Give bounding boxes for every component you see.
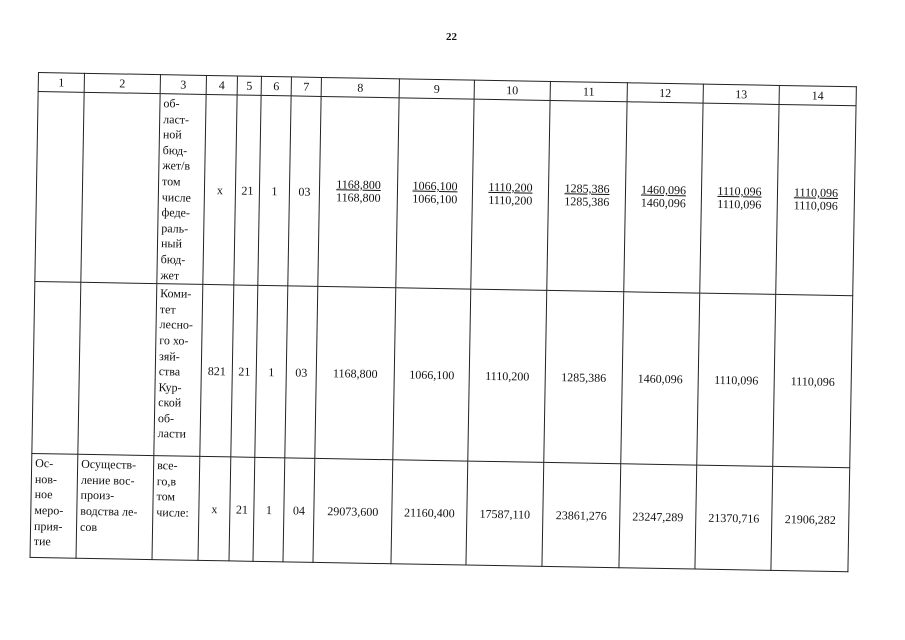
row-0-col4: x <box>203 94 237 285</box>
row-2-value: 21906,282 <box>771 467 850 572</box>
cell-text-line: ное <box>34 487 53 502</box>
cell-text-line: все- <box>157 458 178 473</box>
fraction-denominator: 1285,386 <box>564 194 610 210</box>
header-cell: 7 <box>291 77 321 97</box>
cell-text-line: бюд- <box>162 142 188 158</box>
row-0-col6: 1 <box>258 95 291 286</box>
cell-text-line: том <box>161 174 181 189</box>
page-number: 22 <box>446 31 457 43</box>
row-0-value-fraction <box>624 102 703 293</box>
cell-text-line: об- <box>163 96 180 111</box>
header-cell: 8 <box>321 77 399 97</box>
cell-text-line: об- <box>157 411 175 426</box>
row-1-value: 1460,096 <box>621 292 700 465</box>
row-2-value: 23247,289 <box>619 464 697 569</box>
row-0-value-fraction <box>700 103 779 294</box>
row-2-col4: x <box>198 457 231 562</box>
row-0-value-fraction <box>776 104 856 295</box>
cell-text-line: водства ле- <box>80 503 138 519</box>
row-2-value: 23861,276 <box>542 463 621 568</box>
budget-table <box>30 72 857 572</box>
header-cell: 12 <box>627 83 703 103</box>
cell-text-line: числе: <box>156 505 189 520</box>
cell-text-line: меро- <box>34 502 64 518</box>
cell-text-line: сов <box>79 519 98 534</box>
fraction-denominator: 1110,096 <box>793 198 838 214</box>
fraction-numerator: 1168,800 <box>336 177 381 193</box>
cell-text-line: том <box>156 489 176 504</box>
header-cell: 2 <box>84 73 160 93</box>
row-2-total-label <box>152 456 200 561</box>
header-cell: 6 <box>261 76 291 96</box>
cell-text-line: зяй- <box>158 348 180 364</box>
row-2-col6: 1 <box>253 457 285 562</box>
header-cell: 1 <box>38 73 84 93</box>
header-cell: 10 <box>474 80 550 100</box>
row-0-col1 <box>35 92 84 283</box>
row-2-activity-name <box>76 454 154 559</box>
header-cell: 9 <box>399 79 474 99</box>
fraction-numerator: 1066,100 <box>412 178 458 194</box>
cell-text-line: Кур- <box>158 379 182 395</box>
row-1-col7: 03 <box>285 286 318 458</box>
cell-text-line: ства <box>158 364 181 379</box>
row-2-value: 29073,600 <box>313 459 393 564</box>
cell-text-line: лесно- <box>159 317 194 333</box>
row-0-col5: 21 <box>234 95 261 286</box>
fraction-denominator: 1110,096 <box>717 196 762 212</box>
cell-text-line: жет/в <box>162 158 191 174</box>
header-cell: 14 <box>779 85 856 105</box>
row-1-value: 1285,386 <box>544 291 624 464</box>
row-2-main-activity <box>30 454 78 559</box>
cell-text-line: Осуществ- <box>81 456 137 472</box>
row-0-col7: 03 <box>288 96 321 287</box>
row-1-value: 1110,200 <box>468 289 547 462</box>
row-1-col6: 1 <box>255 285 288 457</box>
row-2-value: 21370,716 <box>695 465 773 570</box>
row-0-value-fraction <box>396 98 474 289</box>
cell-text-line: тие <box>33 534 51 549</box>
row-1-value: 1110,096 <box>773 295 853 468</box>
fraction-denominator: 1110,200 <box>488 192 533 208</box>
cell-text-line: го,в <box>156 473 177 489</box>
header-cell: 11 <box>550 81 627 101</box>
row-1-col1 <box>32 282 81 455</box>
row-2-col7: 04 <box>283 458 315 563</box>
row-0-value-fraction <box>471 99 550 290</box>
fraction-numerator: 1460,096 <box>640 182 687 198</box>
header-cell: 13 <box>703 84 779 104</box>
row-1-col4: 821 <box>200 285 234 458</box>
cell-text-line: жет <box>160 267 180 283</box>
cell-text-line: феде- <box>161 205 191 220</box>
row-2-value: 21160,400 <box>391 460 468 565</box>
row-1-executor <box>154 284 203 457</box>
header-cell: 3 <box>160 75 206 95</box>
cell-text-line: бюд- <box>160 252 186 267</box>
header-cell: 5 <box>237 76 261 95</box>
row-1-value: 1066,100 <box>393 288 471 461</box>
fraction-numerator: 1285,386 <box>564 181 610 197</box>
row-1-value: 1110,096 <box>697 293 776 466</box>
row-2-col5: 21 <box>229 457 255 561</box>
cell-text-line: го хо- <box>159 333 189 348</box>
cell-text-line: произ- <box>80 488 115 503</box>
cell-text-line: ный <box>160 236 183 251</box>
table-row <box>30 454 850 572</box>
cell-text-line: нов- <box>34 471 58 487</box>
cell-text-line: прия- <box>33 518 63 533</box>
fraction-denominator: 1066,100 <box>412 191 458 207</box>
cell-text-line: раль- <box>161 220 189 236</box>
row-0-col2 <box>81 92 160 283</box>
row-0-funding-source <box>157 94 206 285</box>
cell-text-line: ской <box>158 395 182 410</box>
row-0-value-fraction <box>547 100 627 291</box>
fraction-numerator: 1110,096 <box>717 183 762 199</box>
cell-text-line: ной <box>162 127 182 142</box>
table-row <box>35 92 856 296</box>
fraction-denominator: 1168,800 <box>335 190 381 206</box>
row-2-value: 17587,110 <box>466 461 544 566</box>
fraction-denominator: 1460,096 <box>640 195 686 211</box>
row-0-value-fraction <box>318 96 399 287</box>
budget-table-wrapper <box>30 72 856 572</box>
cell-text-line: ление вос- <box>80 472 135 488</box>
row-1-col2 <box>78 282 157 455</box>
row-1-col5: 21 <box>231 285 258 457</box>
row-1-value: 1168,800 <box>315 287 396 460</box>
cell-text-line: ласт- <box>163 111 190 127</box>
cell-text-line: Ос- <box>35 456 54 471</box>
cell-text-line: тет <box>159 301 176 317</box>
cell-text-line: ласти <box>157 426 187 442</box>
cell-text-line: числе <box>161 189 192 205</box>
fraction-numerator: 1110,200 <box>488 179 533 195</box>
table-row <box>32 282 853 468</box>
fraction-numerator: 1110,096 <box>793 185 839 201</box>
cell-text-line: Коми- <box>160 286 192 301</box>
header-cell: 4 <box>206 75 237 95</box>
